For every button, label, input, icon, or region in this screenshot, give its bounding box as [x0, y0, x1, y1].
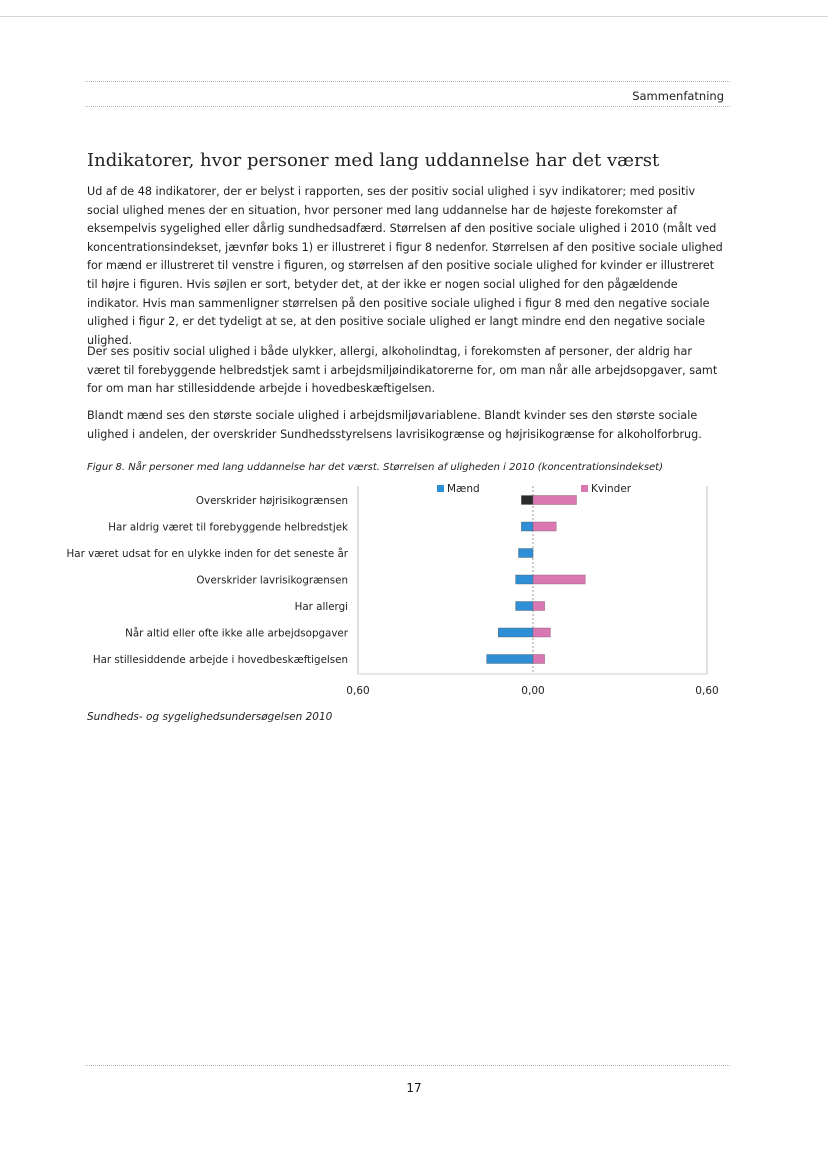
bar-kvinder — [533, 496, 577, 505]
category-label: Har været udsat for en ulykke inden for det seneste år — [66, 548, 348, 560]
section-heading: Indikatorer, hvor personer med lang uddannelse har det værst — [87, 150, 660, 171]
paragraph-1: Ud af de 48 indikatorer, der er belyst i rapporten, ses der positiv social ulighed i syv indikatorer; med positiv social ulighed menes der en situation, hvor personer med lang uddannelse har de højeste forekomster af eksempelvis sygelighed eller dårlig sundhedsadfærd. Størrelsen af den positive sociale ulighed i 2010 (målt ved koncentrationsindekset, jævnfør boks 1) er illustreret i figur 8 nedenfor. Størrelsen af den positive sociale ulighed for mænd er illustreret til venstre i figuren, og størrelsen af den positive sociale ulighed for kvinder er illustreret til højre i figuren. Hvis søjlen er sort, betyder det, at der ikke er nogen social ulighed for den pågældende indikator. Hvis man sammenligner størrelsen på den positive sociale ulighed i figur 8 med den negative sociale ulighed i figur 2, er det tydeligt at se, at den positive sociale ulighed er langt mindre end den negative sociale ulighed. — [87, 185, 723, 347]
figure-8-chart — [0, 476, 828, 706]
bar-maend — [521, 522, 533, 531]
footer-rule — [85, 1065, 730, 1066]
bar-kvinder — [533, 575, 585, 584]
category-label: Overskrider højrisikogrænsen — [195, 495, 348, 507]
x-tick-label: 0,60 — [346, 685, 370, 697]
category-label: Når altid eller ofte ikke alle arbejdsopgaver — [125, 627, 348, 640]
legend-swatch-maend — [437, 485, 444, 492]
x-tick-label: 0,00 — [521, 685, 545, 697]
header-rule-bottom — [85, 106, 730, 107]
running-header: Sammenfatning — [632, 89, 724, 103]
bar-maend — [519, 549, 534, 558]
category-label: Har stillesiddende arbejde i hovedbeskæftigelsen — [92, 654, 348, 666]
paragraph-2: Der ses positiv social ulighed i både ulykker, allergi, alkoholindtag, i forekomsten af personer, der aldrig har været til forebyggende helbredstjek samt i arbejdsmiljøindikatorerne for, om man når alle arbejdsopgaver, samt for om man har stillesiddende arbejde i hovedbeskæftigelsen. — [87, 345, 718, 396]
scan-edge-line — [0, 16, 828, 17]
header-rule-top — [85, 81, 730, 82]
bar-kvinder — [533, 628, 550, 637]
bar-kvinder — [533, 522, 556, 531]
category-label: Har allergi — [294, 601, 348, 613]
legend-label-kvinder: Kvinder — [591, 483, 632, 495]
bar-maend — [516, 602, 533, 611]
legend-swatch-kvinder — [581, 485, 588, 492]
bar-maend — [516, 575, 533, 584]
figure-source: Sundheds- og sygelighedsundersøgelsen 2010 — [87, 711, 333, 723]
x-tick-label: 0,60 — [695, 685, 719, 697]
paragraph-3: Blandt mænd ses den største sociale ulighed i arbejdsmiljøvariablene. Blandt kvinder ses den største sociale ulighed i andelen, der overskrider Sundhedsstyrelsens lavrisikogrænse og højrisikogrænse for alkoholforbrug. — [87, 409, 702, 441]
category-label: Har aldrig været til forebyggende helbredstjek — [108, 521, 348, 534]
page-number: 17 — [406, 1081, 422, 1095]
figure-caption: Figur 8. Når personer med lang uddannelse har det værst. Størrelsen af uligheden i 2010 (koncentrationsindekset) — [87, 462, 664, 473]
bar-maend — [487, 655, 533, 664]
bar-kvinder — [533, 602, 545, 611]
category-label: Overskrider lavrisikogrænsen — [196, 574, 348, 587]
bar-maend — [498, 628, 533, 637]
legend-label-maend: Mænd — [447, 483, 480, 495]
bar-kvinder — [533, 655, 545, 664]
bar-maend — [521, 496, 533, 505]
